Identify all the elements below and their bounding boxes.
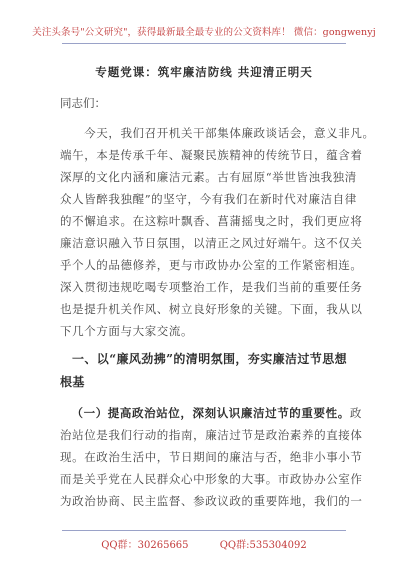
text-line: [60, 402, 362, 424]
text-fragment: 政: [349, 406, 362, 420]
text-line: 众人皆醉我独醒”的坚守，今有我们在新时代对廉洁自律: [60, 192, 357, 206]
header-note: 关注头条号"公文研究"，获得最新最全最专业的公文资料库！ 微信：gongwenyj: [32, 27, 376, 38]
text-line: 深厚的文化内涵和廉洁元素。古有屈原“举世皆浊我独清: [60, 170, 357, 184]
text-line: 为政治协商、民主监督、参政议政的重要阵地，我们的一: [60, 494, 363, 508]
subsection-1-heading: （一）提高政治站位，深刻认识廉洁过节的重要性。: [71, 406, 350, 420]
text-line: 今天，我们召开机关干部集体廉政谈话会，意义非凡。: [84, 126, 375, 140]
footer-qq-group-2: QQ群:535304092: [219, 540, 307, 551]
section-1-heading: 一、以“廉风劲拂”的清明氛围，夯实廉洁过节思想根基: [60, 352, 348, 389]
text-line: 而是关乎党在人民群众心中形象的大事。市政协办公室作: [60, 472, 363, 486]
footer-qq-group-1: QQ群：30265665: [101, 540, 189, 551]
text-line: 乎个人的品德修养，更与市政协办公室的工作紧密相连。: [60, 258, 363, 272]
text-line: 的不懈追求。在这粽叶飘香、菖蒲摇曳之时，我们更应将: [60, 214, 363, 228]
text-line: 现。在政治生活中，节日期间的廉洁与否，绝非小事小节: [60, 450, 363, 464]
paragraph-1: [60, 122, 375, 342]
header-divider: [62, 43, 346, 44]
footer: [0, 536, 408, 551]
subsection-1: [60, 402, 363, 512]
document-title: 专题党课：筑牢廉洁防线 共迎清正明天: [95, 65, 313, 79]
salutation: 同志们：: [60, 96, 106, 110]
footer-divider: [62, 530, 346, 531]
text-line: 治站位是我们行动的指南，廉洁过节是政治素养的直接体: [60, 428, 363, 442]
text-line: 廉洁意识融入节日氛围，以清正之风过好端午。这不仅关: [60, 236, 363, 250]
text-line: 端午，本是传承千年、凝聚民族精神的传统节日，蕴含着: [60, 148, 363, 162]
text-line: 下几个方面与大家交流。: [60, 324, 194, 338]
text-line: 也是提升机关作风、树立良好形象的关键。下面，我从以: [60, 302, 363, 316]
text-line: 深入贯彻违规吃喝专项整治工作，是我们当前的重要任务: [60, 280, 363, 294]
